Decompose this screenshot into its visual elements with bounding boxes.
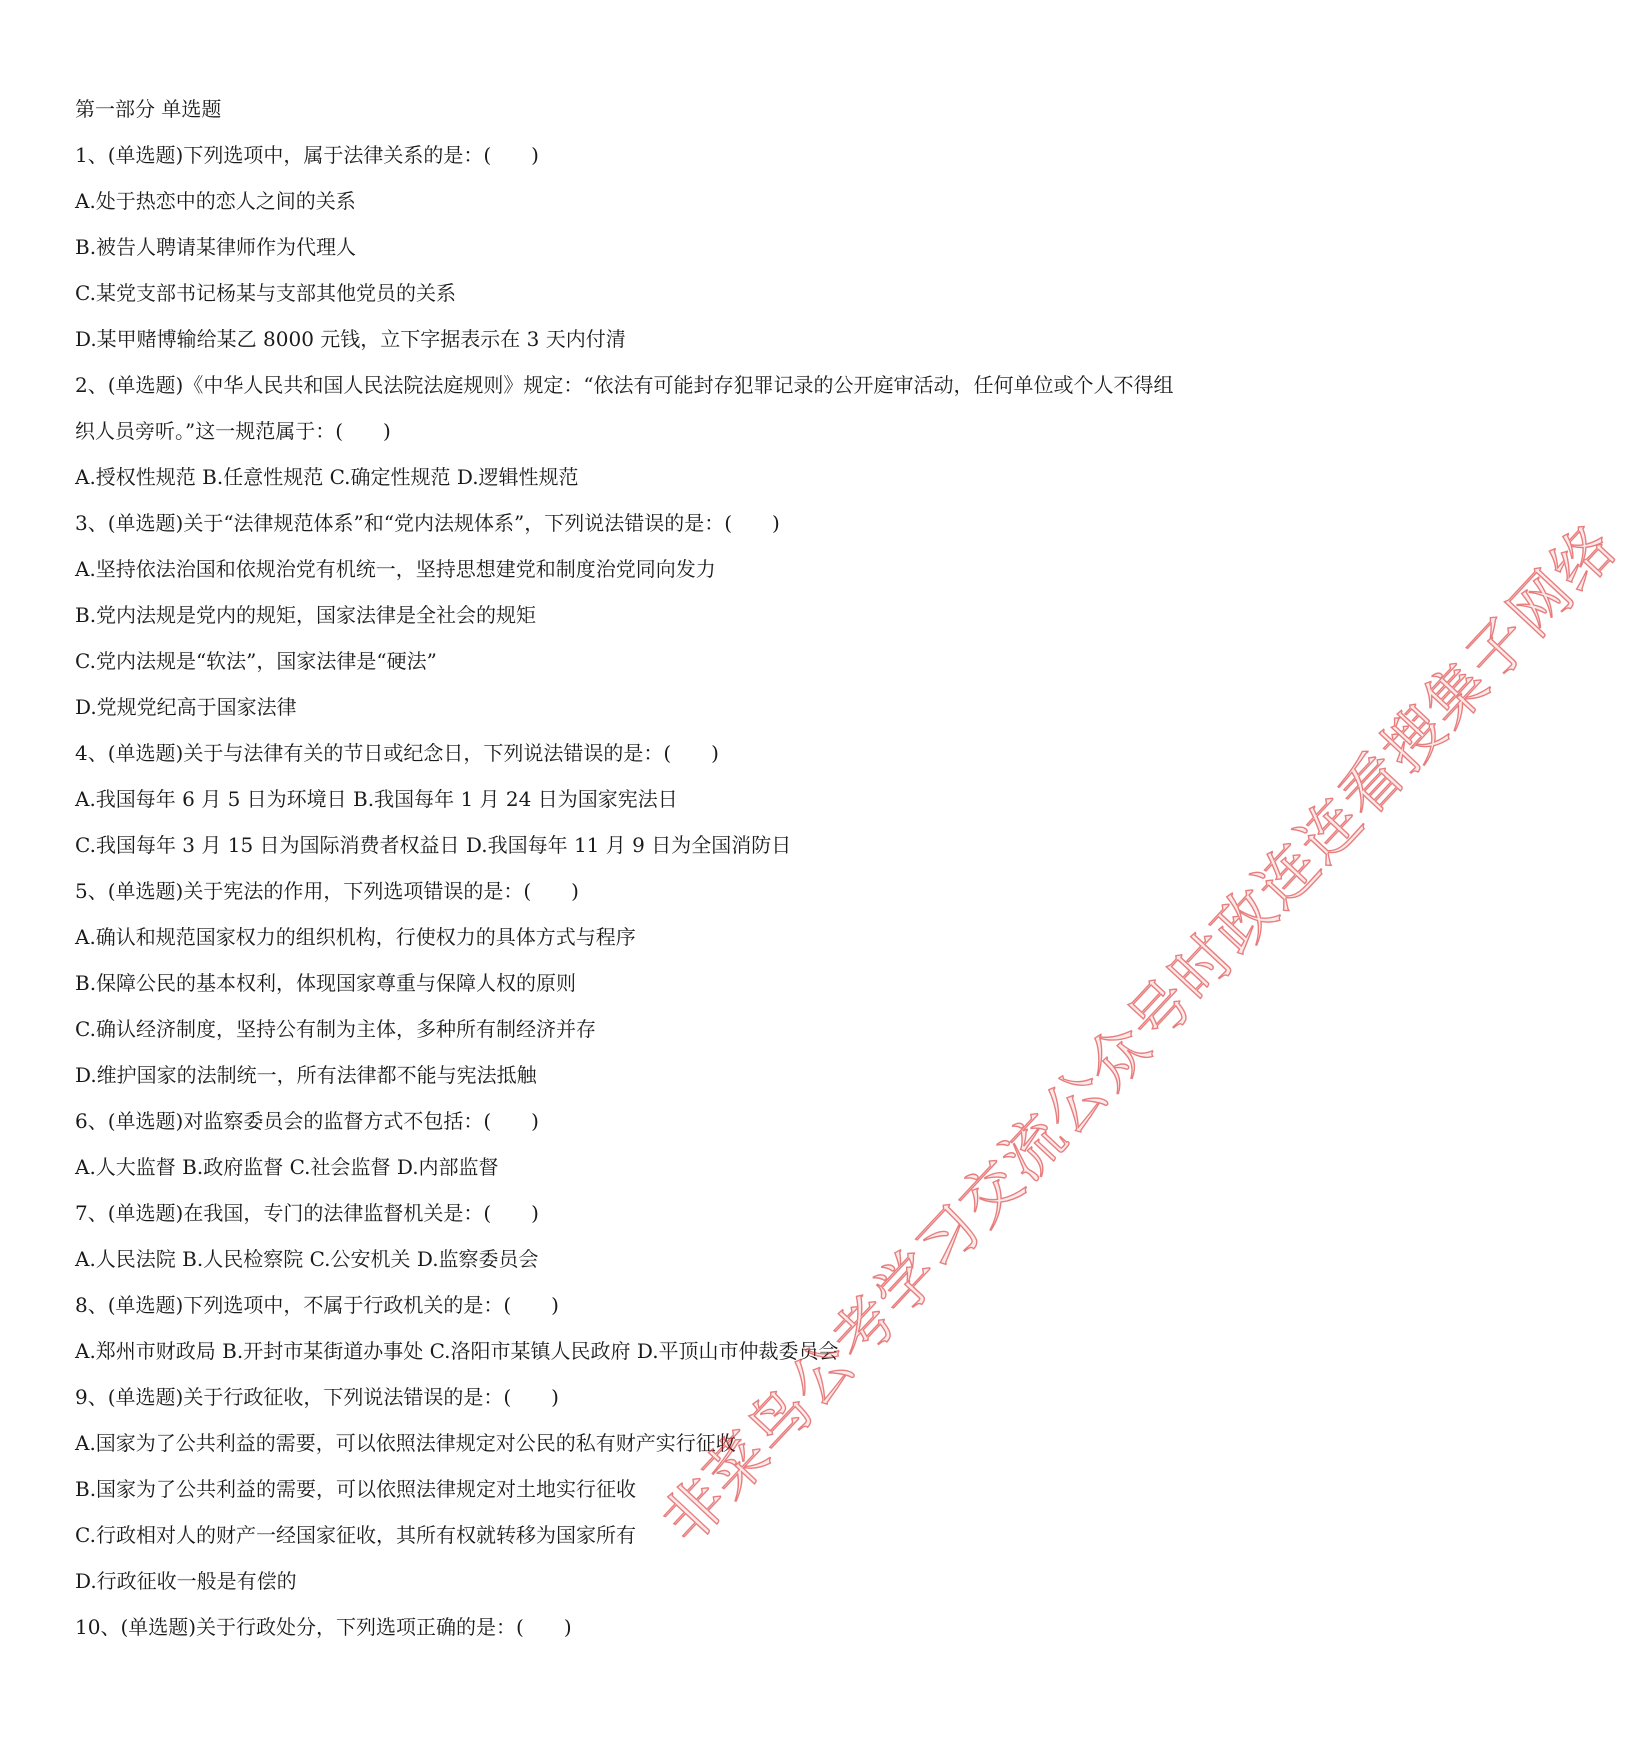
- question-option: A.确认和规范国家权力的组织机构，行使权力的具体方式与程序: [75, 925, 636, 949]
- question-option: A.人大监督 B.政府监督 C.社会监督 D.内部监督: [75, 1155, 499, 1179]
- question-stem: 10、(单选题)关于行政处分，下列选项正确的是：( ): [75, 1615, 572, 1639]
- question-option: A.郑州市财政局 B.开封市某街道办事处 C.洛阳市某镇人民政府 D.平顶山市仲裁委员会: [75, 1339, 839, 1363]
- question-stem: 7、(单选题)在我国，专门的法律监督机关是：( ): [75, 1201, 539, 1225]
- question-stem: 2、(单选题)《中华人民共和国人民法院法庭规则》规定：“依法有可能封存犯罪记录的公开庭审活动，任何单位或个人不得组织人员旁听。”这一规范属于：( ): [75, 373, 1174, 443]
- question-item: [75, 868, 1185, 1098]
- watermark-text: 非菜鸟公考学习交流公众号时政连连看搜集子网络: [649, 511, 1631, 1557]
- question-option: D.某甲赌博输给某乙 8000 元钱，立下字据表示在 3 天内付清: [75, 327, 626, 351]
- question-item: [75, 500, 1185, 730]
- question-stem: 9、(单选题)关于行政征收，下列说法错误的是：( ): [75, 1385, 559, 1409]
- question-item: [75, 132, 1185, 362]
- question-item: [75, 1190, 1185, 1282]
- question-option: C.行政相对人的财产一经国家征收，其所有权就转移为国家所有: [75, 1523, 636, 1547]
- question-item: [75, 730, 1185, 868]
- question-option: A.人民法院 B.人民检察院 C.公安机关 D.监察委员会: [75, 1247, 539, 1271]
- question-stem: 5、(单选题)关于宪法的作用，下列选项错误的是：( ): [75, 879, 579, 903]
- exam-content: [75, 86, 1185, 1650]
- question-option: B.党内法规是党内的规矩，国家法律是全社会的规矩: [75, 603, 537, 627]
- question-item: [75, 1282, 1185, 1374]
- question-option: B.国家为了公共利益的需要，可以依照法律规定对土地实行征收: [75, 1477, 637, 1501]
- question-list: [75, 132, 1185, 1650]
- question-option: A.坚持依法治国和依规治党有机统一，坚持思想建党和制度治党同向发力: [75, 557, 716, 581]
- question-option: A.授权性规范 B.任意性规范 C.确定性规范 D.逻辑性规范: [75, 465, 579, 489]
- question-option: D.行政征收一般是有偿的: [75, 1569, 297, 1593]
- question-option: B.保障公民的基本权利，体现国家尊重与保障人权的原则: [75, 971, 577, 995]
- question-option: C.某党支部书记杨某与支部其他党员的关系: [75, 281, 456, 305]
- question-option: B.被告人聘请某律师作为代理人: [75, 235, 357, 259]
- question-item: [75, 362, 1185, 500]
- question-stem: 6、(单选题)对监察委员会的监督方式不包括：( ): [75, 1109, 539, 1133]
- question-option: D.维护国家的法制统一，所有法律都不能与宪法抵触: [75, 1063, 537, 1087]
- question-stem: 4、(单选题)关于与法律有关的节日或纪念日，下列说法错误的是：( ): [75, 741, 719, 765]
- question-option: A.国家为了公共利益的需要，可以依照法律规定对公民的私有财产实行征收: [75, 1431, 736, 1455]
- question-option: D.党规党纪高于国家法律: [75, 695, 297, 719]
- question-stem: 3、(单选题)关于“法律规范体系”和“党内法规体系”，下列说法错误的是：( ): [75, 511, 780, 535]
- question-item: [75, 1098, 1185, 1190]
- question-stem: 8、(单选题)下列选项中，不属于行政机关的是：( ): [75, 1293, 559, 1317]
- question-item: [75, 1374, 1185, 1604]
- section-title: 第一部分 单选题: [75, 97, 222, 121]
- question-option: C.我国每年 3 月 15 日为国际消费者权益日 D.我国每年 11 月 9 日为全国消防日: [75, 833, 792, 857]
- question-option: A.我国每年 6 月 5 日为环境日 B.我国每年 1 月 24 日为国家宪法日: [75, 787, 678, 811]
- question-option: A.处于热恋中的恋人之间的关系: [75, 189, 356, 213]
- question-option: C.党内法规是“软法”，国家法律是“硬法”: [75, 649, 437, 673]
- question-option: C.确认经济制度，坚持公有制为主体，多种所有制经济并存: [75, 1017, 596, 1041]
- question-stem: 1、(单选题)下列选项中，属于法律关系的是：( ): [75, 143, 539, 167]
- question-item: [75, 1604, 1185, 1650]
